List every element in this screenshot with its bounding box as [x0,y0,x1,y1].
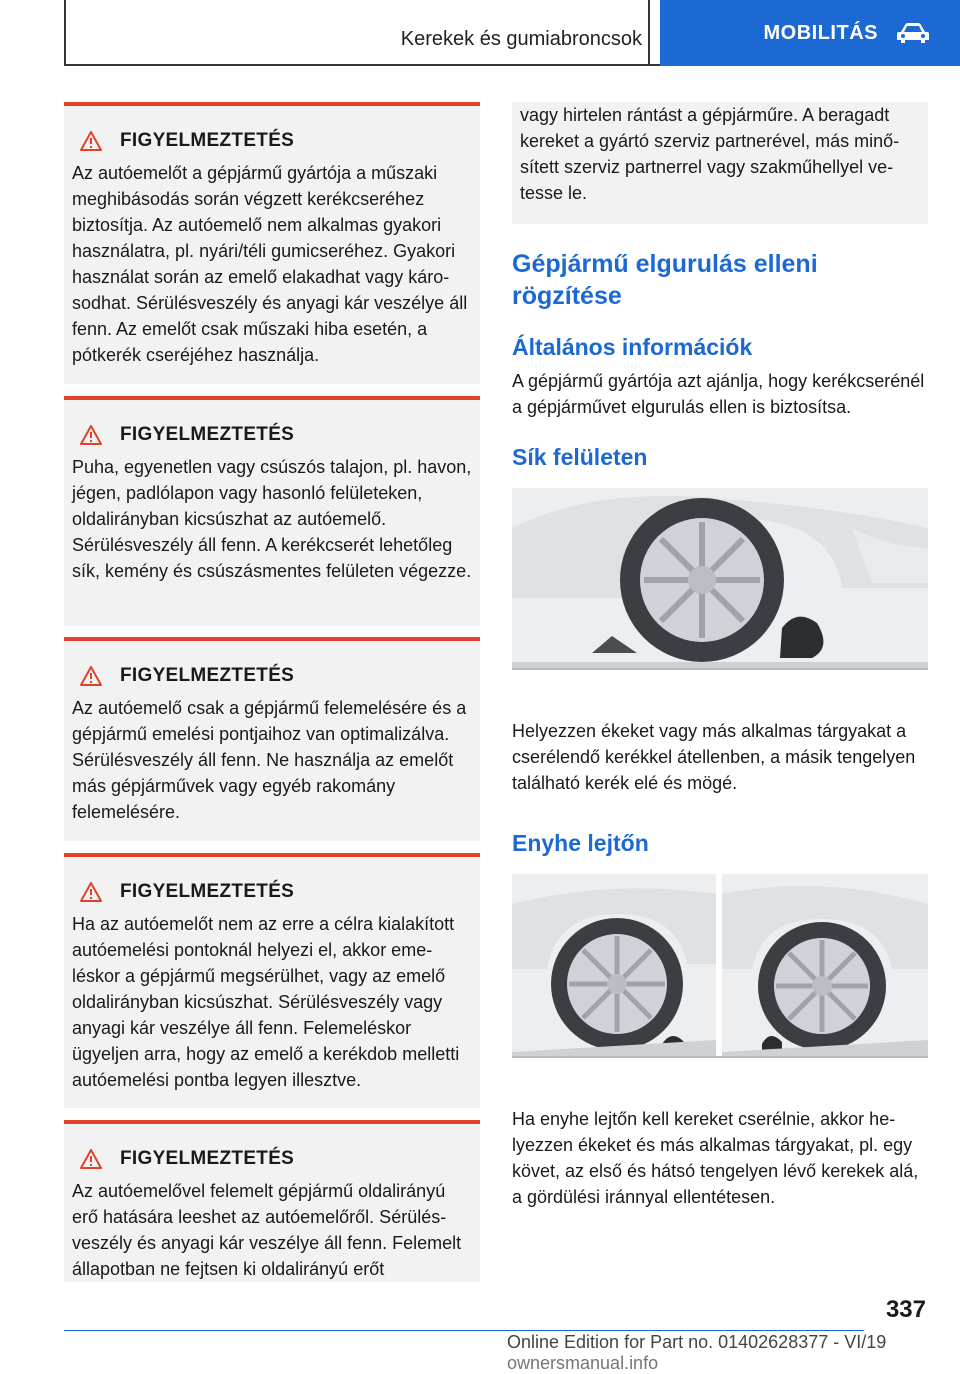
warning-title: FIGYELMEZTETÉS [120,130,295,151]
main-heading: Gépjármű elgurulás elleni rögzítése [512,250,818,310]
image-divider [512,1056,928,1058]
warning-box-2 [64,396,480,626]
wheel-chock-slope-image-front [512,874,716,1056]
chapter-tab-label: MOBILITÁS [763,21,878,44]
warning-text: Az autóemelő csak a gépjármű felemelésére és a gépjármű emelési pontjaihoz van optimalizálva. Sérülésveszély áll fenn. Ne használja az emelőt más gépjárművek vagy egyéb rakomány felemelésére. [72,698,467,822]
warning-box-4 [64,853,480,1108]
warning-triangle-icon [80,131,102,151]
warning-text: Ha az autóemelőt nem az erre a célra kialakított autóemelési pontoknál helyezi el, akkor emeléskor a gépjármű megsérülhet, vagy az emelő oldalirányban kicsúszhat. Sérülésveszély vagy anyagi kár veszélye áll fenn. Felemeléskor ügyeljen arra, hogy az emelő a kerékdob melletti autóemelési pontba legyen illesztve. [72,914,460,1090]
front-wheel-illustration [512,874,716,1056]
edition-text: Online Edition for Part no. 01402628377 - VI/19 [507,1332,887,1352]
flat-surface-text: Helyezzen ékeket vagy más alkalmas tárgyakat a cserélendő kerékkel átellenben, a másik tengelyen található kerék elé és mögé. [512,721,916,793]
warning-box-5 [64,1120,480,1282]
warning-text: Az autóemelőt a gépjármű gyártója a műszaki meghibásodás során végzett kerékcseréhez biztosítja. Az autóemelő nem alkalmas gyakori használatra, pl. nyári/téli gumicseréhez. Gyakori használat során az emelő elakadhat vagy károsodhat. Sérülésveszély és anyagi kár veszélye áll fenn. Az emelőt csak műszaki hiba esetén, a pótkerék cseréjéhez használja. [72,163,468,365]
subheading-flat-surface: Sík felületen [512,444,648,470]
image-divider [512,668,928,670]
subheading-slight-slope: Enyhe lejtőn [512,830,649,856]
warning-triangle-icon [80,882,102,902]
warning-title: FIGYELMEZTETÉS [120,881,295,902]
brand-text: ownersmanual.info [507,1353,659,1373]
general-info-text: A gépjármű gyártója azt ajánlja, hogy kerékcserénél a gépjárművet elgurulás ellen is biztosítsa. [512,371,925,417]
warning-triangle-icon [80,425,102,445]
slight-slope-text: Ha enyhe lejtőn kell kereket cserélnie, akkor helyezzen ékeket és más alkalmas tárgyakat, pl. egy követ, az első és hátsó tengelyen lévő kerekek alá, a gördülési iránnyal ellentétesen. [512,1109,919,1207]
warning-text: Puha, egyenetlen vagy csúszós talajon, pl. havon, jégen, padlólapon vagy hasonló felületeken, oldalirányban kicsúszhat az autóemelő. Sérülésveszély áll fenn. A kerékcserét lehetőleg sík, kemény és csúszásmentes felületen végezze. [72,457,472,581]
section-title: Kerekek és gumiabroncsok [400,28,642,50]
wheel-chock-slope-image-rear [722,874,928,1056]
warning-title: FIGYELMEZTETÉS [120,424,295,445]
warning-triangle-icon [80,1149,102,1169]
warning-title: FIGYELMEZTETÉS [120,665,295,686]
subheading-general-info: Általános információk [512,334,753,360]
header-separator [648,0,650,66]
warning-box-1 [64,102,480,384]
car-wheel-illustration [512,488,928,668]
warning-text: Az autóemelővel felemelt gépjármű oldalirányú erő hatására leeshet az autóemelőről. Sérülésveszély és anyagi kár veszélye áll fenn. Felemelt állapotban ne fejtsen ki oldalirányú erőt [72,1181,462,1279]
warning-title: FIGYELMEZTETÉS [120,1148,295,1169]
rear-wheel-illustration [722,874,928,1056]
chapter-tab[interactable] [660,0,960,66]
header-left-rule [64,0,66,66]
page-number: 337 [885,1296,926,1323]
car-icon [896,22,930,44]
footer-text [507,1332,960,1374]
warning-continuation-box [512,102,928,224]
wheel-chock-flat-image [512,488,928,668]
warning-continuation-text: vagy hirtelen rántást a gépjárműre. A beragadt kereket a gyártó szerviz partnerével, más minősített szerviz partnerrel vagy szakműhellyel vetesse le. [520,105,900,203]
warning-box-3 [64,637,480,841]
footer-rule [64,1330,864,1331]
warning-triangle-icon [80,666,102,686]
